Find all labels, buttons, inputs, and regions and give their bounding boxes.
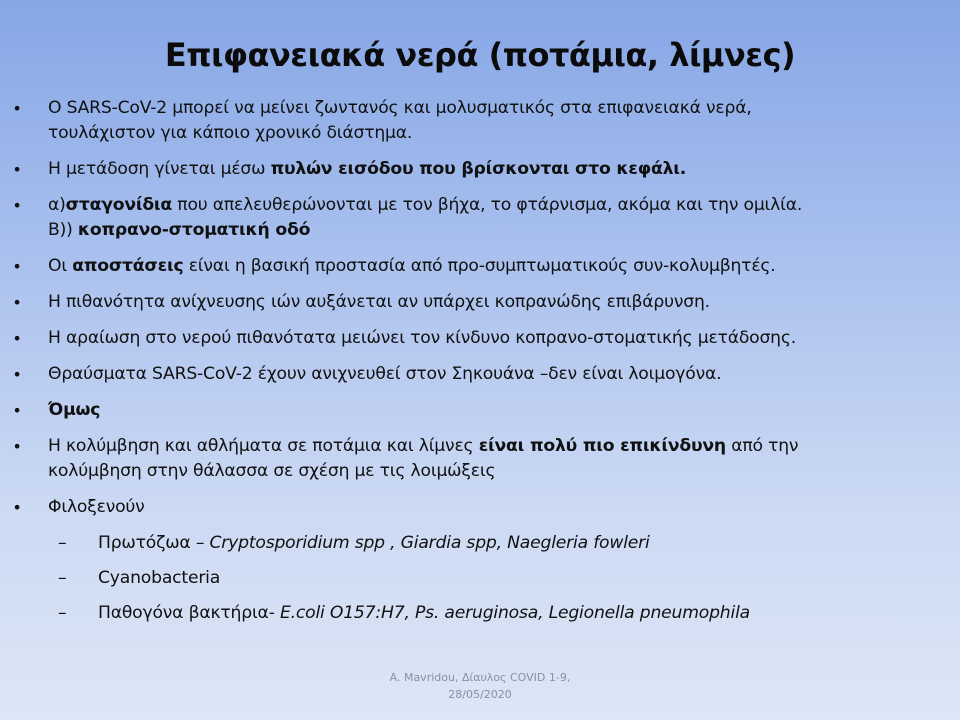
bullet-text: Ο SARS-CoV-2 μπορεί να μείνει ζωντανός και μολυσματικός στα επιφανειακά νερά,	[48, 98, 752, 118]
sub-italic-text: Cryptosporidium spp , Giardia spp, Naegleria fowleri	[209, 533, 650, 553]
bullet-text: που απελευθερώνονται με τον βήχα, το φτάρνισμα, ακόμα και την ομιλία.	[172, 195, 803, 215]
sub-item	[10, 566, 940, 591]
bullet-text: Οι	[48, 256, 73, 276]
bullet-text: α)	[48, 195, 66, 215]
bullet-dot: •	[12, 437, 22, 456]
sub-item	[10, 531, 940, 556]
bullet-bold-text: πυλών εισόδου που βρίσκονται στο κεφάλι.	[270, 159, 687, 179]
bullet-dot: •	[12, 365, 22, 384]
bullet-item	[10, 326, 940, 351]
footer-author-line: A. Mavridou, Δίαυλος COVID 1-9,	[389, 671, 571, 684]
bullet-dot: •	[12, 196, 22, 215]
sub-dash: –	[58, 603, 67, 623]
bullet-text: από την	[725, 436, 799, 456]
bullet-text: Η αραίωση στο νερού πιθανότατα μειώνει τον κίνδυνο κοπρανο-στοματικής μετάδοσης.	[48, 328, 797, 348]
slide-title: Επιφανειακά νερά (ποτάμια, λίμνες)	[164, 36, 796, 74]
bullet-list	[10, 96, 940, 636]
bullet-dot: •	[12, 498, 22, 517]
sub-text: Cyanobacteria	[98, 568, 221, 588]
sub-text: Παθογόνα βακτήρια-	[98, 603, 280, 623]
bullet-text: Β))	[48, 220, 78, 240]
sub-dash: –	[58, 568, 67, 588]
bullet-text: Φιλοξενούν	[48, 497, 145, 517]
bullet-item	[10, 434, 940, 484]
bullet-item	[10, 96, 940, 146]
bullet-bold-text: σταγονίδια	[65, 195, 173, 215]
sub-text: Πρωτόζωα –	[98, 533, 210, 553]
bullet-dot: •	[12, 257, 22, 276]
slide-footer	[330, 669, 630, 703]
sub-list	[10, 531, 940, 626]
bullet-bold-text: κοπρανο-στοματική οδό	[77, 220, 311, 240]
bullet-item	[10, 398, 940, 423]
bullet-item	[10, 290, 940, 315]
bullet-dot: •	[12, 329, 22, 348]
sub-dash: –	[58, 533, 67, 553]
bullet-text: είναι η βασική προστασία από προ-συμπτωματικούς συν-κολυμβητές.	[183, 256, 776, 276]
bullet-item	[10, 193, 940, 243]
bullet-text: Η κολύμβηση και αθλήματα σε ποτάμια και λίμνες	[48, 436, 479, 456]
bullet-item	[10, 362, 940, 387]
bullet-text: Η πιθανότητα ανίχνευσης ιών αυξάνεται αν υπάρχει κοπρανώδης επιβάρυνση.	[48, 292, 710, 312]
bullet-bold-text: Όμως	[48, 400, 101, 420]
footer-date-line: 28/05/2020	[448, 688, 512, 701]
sub-italic-text: E.coli O157:H7, Ps. aeruginosa, Legionella pneumophila	[279, 603, 750, 623]
bullet-item	[10, 495, 940, 520]
bullet-item	[10, 157, 940, 182]
bullet-dot: •	[12, 401, 22, 420]
bullet-dot: •	[12, 160, 22, 179]
bullet-text: κολύμβηση στην θάλασσα σε σχέση με τις λοιμώξεις	[48, 461, 496, 481]
bullet-dot: •	[12, 293, 22, 312]
bullet-bold-text: αποστάσεις	[72, 256, 184, 276]
bullet-text: Θραύσματα SARS-CoV-2 έχουν ανιχνευθεί στον Σηκουάνα –δεν είναι λοιμογόνα.	[48, 364, 722, 384]
sub-item	[10, 601, 940, 626]
bullet-text: τουλάχιστον για κάποιο χρονικό διάστημα.	[48, 123, 413, 143]
bullet-bold-text: είναι πολύ πιο επικίνδυνη	[478, 436, 726, 456]
bullet-dot: •	[12, 99, 22, 118]
bullet-item	[10, 254, 940, 279]
bullet-text: Η μετάδοση γίνεται μέσω	[48, 159, 271, 179]
